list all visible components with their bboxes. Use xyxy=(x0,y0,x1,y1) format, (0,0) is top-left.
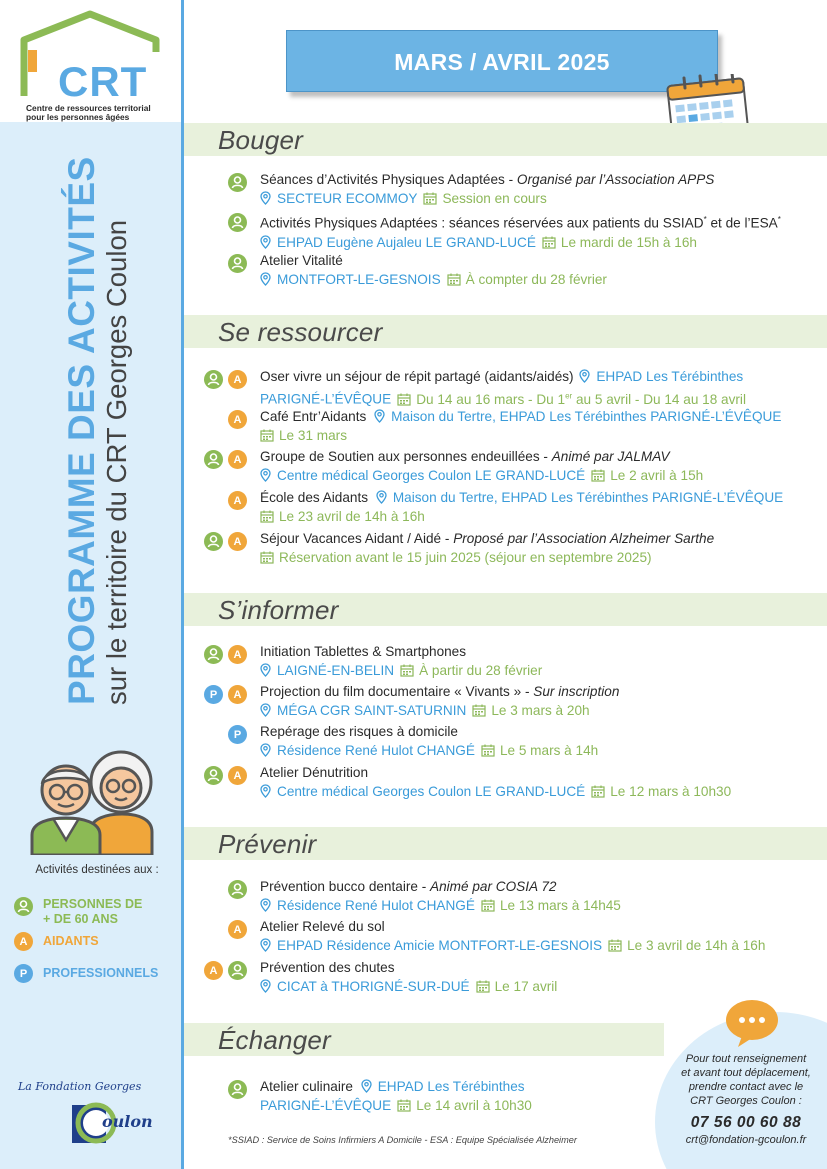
calendar-small-icon xyxy=(447,273,461,286)
footnote: *SSIAD : Service de Soins Infirmiers A Domicile - ESA : Equipe Spécialisée Alzheimer xyxy=(228,1135,577,1145)
audience-badges xyxy=(204,532,247,551)
aidant-badge-icon: A xyxy=(14,932,33,951)
person-badge-icon xyxy=(228,254,247,273)
logo-subtitle: Centre de ressources territorial pour les personnes âgées xyxy=(26,103,151,122)
activity-item: Prévention des chutes CICAT à THORIGNÉ-SUR-DUÉ Le 17 avril xyxy=(260,960,558,994)
activity-item: Projection du film documentaire « Vivants » - Sur inscription MÉGA CGR SAINT-SATURNIN Le 3 mars à 20h xyxy=(260,684,620,718)
audience-badges xyxy=(228,410,247,429)
location-pin-icon xyxy=(376,490,387,504)
programme-subtitle: sur le territoire du CRT Georges Coulon xyxy=(101,219,132,705)
audience-badges xyxy=(204,685,247,704)
activity-item: Atelier culinaire EHPAD Les Térébinthes PARIGNÉ-L’ÉVÊQUE Le 14 avril à 10h30 xyxy=(260,1079,532,1113)
location-pin-icon xyxy=(260,784,271,798)
calendar-small-icon xyxy=(397,1099,411,1112)
person-badge-icon xyxy=(204,532,223,551)
audience-badges xyxy=(228,173,247,192)
professionnel-badge-icon: P xyxy=(228,725,247,744)
logo-text: CRT xyxy=(58,58,148,105)
person-badge-icon xyxy=(204,766,223,785)
audience-badges xyxy=(228,880,247,899)
location-pin-icon xyxy=(260,743,271,757)
vertical-title-block xyxy=(62,156,132,705)
professionnel-badge-icon: P xyxy=(14,964,33,983)
legend-item-seniors xyxy=(14,897,142,927)
location-pin-icon xyxy=(260,468,271,482)
location-pin-icon xyxy=(361,1079,372,1093)
calendar-small-icon xyxy=(260,551,274,564)
professionnel-badge-icon: P xyxy=(204,685,223,704)
audience-badges xyxy=(204,766,247,785)
aidant-badge-icon: A xyxy=(228,532,247,551)
location-pin-icon xyxy=(260,235,271,249)
section-header-prevenir: Prévenir xyxy=(184,827,827,860)
person-badge-icon xyxy=(204,645,223,664)
contact-email[interactable]: crt@fondation-gcoulon.fr xyxy=(685,1134,807,1146)
location-pin-icon xyxy=(260,663,271,677)
audience-badges xyxy=(228,213,247,232)
fondation-name: La Fondation Georges xyxy=(18,1080,142,1093)
location-pin-icon xyxy=(374,409,385,423)
person-badge-icon xyxy=(204,450,223,469)
location-pin-icon xyxy=(260,938,271,952)
programme-title: PROGRAMME DES ACTIVITÉS xyxy=(61,156,102,705)
legend-label: PERSONNES DE xyxy=(43,897,143,911)
legend-item-aidants xyxy=(14,932,99,951)
activity-item: Atelier Relevé du sol EHPAD Résidence Amicie MONTFORT-LE-GESNOIS Le 3 avril de 14h à 16h xyxy=(260,919,766,953)
legend-label: AIDANTS xyxy=(43,934,99,948)
calendar-small-icon xyxy=(260,429,274,442)
aidant-badge-icon: A xyxy=(228,920,247,939)
aidant-badge-icon: A xyxy=(228,766,247,785)
calendar-small-icon xyxy=(608,939,622,952)
location-pin-icon xyxy=(260,191,271,205)
calendar-small-icon xyxy=(591,785,605,798)
audience-badges xyxy=(204,370,247,389)
aidant-badge-icon: A xyxy=(228,645,247,664)
activity-item: Atelier Dénutrition Centre médical Georges Coulon LE GRAND-LUCÉ Le 12 mars à 10h30 xyxy=(260,765,732,799)
activity-item: Café Entr’Aidants Maison du Tertre, EHPAD Les Térébinthes PARIGNÉ-L’ÉVÊQUE Le 31 mars xyxy=(260,409,782,443)
activity-item: Prévention bucco dentaire - Animé par COSIA 72 Résidence René Hulot CHANGÉ Le 13 mars à 14h45 xyxy=(260,879,621,913)
person-badge-icon xyxy=(228,961,247,980)
header-banner xyxy=(286,30,718,92)
calendar-small-icon xyxy=(400,664,414,677)
contact-text: Pour tout renseignement et avant tout déplacement, prendre contact avec le CRT Georges Coulon : xyxy=(681,1053,811,1107)
location-pin-icon xyxy=(260,272,271,286)
person-badge-icon xyxy=(228,1080,247,1099)
crt-logo xyxy=(18,10,168,122)
activity-item: Groupe de Soutien aux personnes endeuillées - Animé par JALMAV Centre médical Georges Coulon LE GRAND-LUCÉ Le 2 avril à 15h xyxy=(260,449,704,483)
calendar-small-icon xyxy=(542,236,556,249)
audience-badges xyxy=(228,725,247,744)
page-title: MARS / AVRIL 2025 xyxy=(394,49,610,75)
aidant-badge-icon: A xyxy=(228,450,247,469)
legend-label: + DE 60 ANS xyxy=(43,912,118,926)
calendar-small-icon xyxy=(481,744,495,757)
aidant-badge-icon: A xyxy=(228,410,247,429)
location-pin-icon xyxy=(260,703,271,717)
divider-line xyxy=(181,0,184,1169)
section-header-informer: S’informer xyxy=(184,593,827,626)
audience-badges xyxy=(204,645,247,664)
person-badge-icon xyxy=(228,173,247,192)
activity-item: École des Aidants Maison du Tertre, EHPAD Les Térébinthes PARIGNÉ-L’ÉVÊQUE Le 23 avril de 14h à 16h xyxy=(260,490,784,524)
calendar-small-icon xyxy=(472,704,486,717)
location-pin-icon xyxy=(260,979,271,993)
section-header-bouger: Bouger xyxy=(184,123,827,156)
audience-badges xyxy=(228,491,247,510)
activity-item: Séjour Vacances Aidant / Aidé - Proposé par l’Association Alzheimer Sarthe Réservation avant le 15 juin 2025 (séjour en septembre 2025) xyxy=(260,531,715,565)
seniors-illustration-icon xyxy=(28,740,156,855)
fondation-logo-icon xyxy=(72,1095,162,1147)
location-pin-icon xyxy=(260,898,271,912)
legend-label: PROFESSIONNELS xyxy=(43,966,159,980)
calendar-small-icon xyxy=(591,469,605,482)
aidant-badge-icon: A xyxy=(228,685,247,704)
activity-item: Initiation Tablettes & Smartphones LAIGNÉ-EN-BELIN À partir du 28 février xyxy=(260,644,543,678)
legend-item-professionnels xyxy=(14,964,158,983)
location-pin-icon xyxy=(579,369,590,383)
person-badge-icon xyxy=(228,213,247,232)
activity-item: Oser vivre un séjour de répit partagé (aidants/aidés) EHPAD Les Térébinthes PARIGNÉ-L’ÉVÊQUE Du 14 au 16 mars - Du 1er au 5 avril - Du 14 au 18 avril xyxy=(260,369,746,407)
calendar-small-icon xyxy=(260,510,274,523)
activity-item: Séances d’Activités Physiques Adaptées - Organisé par l’Association APPS SECTEUR ECOMMOY Session en cours xyxy=(260,172,715,206)
aidant-badge-icon: A xyxy=(228,370,247,389)
audience-badges xyxy=(228,920,247,939)
activity-item: Activités Physiques Adaptées : séances réservées aux patients du SSIAD* et de l’ESA* EHPAD Eugène Aujaleu LE GRAND-LUCÉ Le mardi de 15h à 16h xyxy=(260,215,781,250)
activity-item: Atelier Vitalité MONTFORT-LE-GESNOIS À compter du 28 février xyxy=(260,253,607,287)
audience-badges xyxy=(228,1080,247,1099)
calendar-small-icon xyxy=(397,393,411,406)
audience-badges xyxy=(204,450,247,469)
aidant-badge-icon: A xyxy=(204,961,223,980)
section-header-ressourcer: Se ressourcer xyxy=(184,315,827,348)
aidant-badge-icon: A xyxy=(228,491,247,510)
svg-text:oulon: oulon xyxy=(102,1112,153,1131)
section-header-echanger: Échanger xyxy=(184,1023,664,1056)
person-badge-icon xyxy=(204,370,223,389)
audience-badges xyxy=(204,961,247,980)
person-badge-icon xyxy=(14,897,33,916)
activity-item: Repérage des risques à domicile Résidence René Hulot CHANGÉ Le 5 mars à 14h xyxy=(260,724,599,758)
calendar-small-icon xyxy=(476,980,490,993)
legend-title: Activités destinées aux : xyxy=(35,864,159,876)
person-badge-icon xyxy=(228,880,247,899)
calendar-small-icon xyxy=(481,899,495,912)
audience-badges xyxy=(228,254,247,273)
calendar-small-icon xyxy=(423,192,437,205)
contact-phone[interactable]: 07 56 00 60 88 xyxy=(690,1114,802,1131)
chat-bubble-icon xyxy=(724,998,780,1048)
